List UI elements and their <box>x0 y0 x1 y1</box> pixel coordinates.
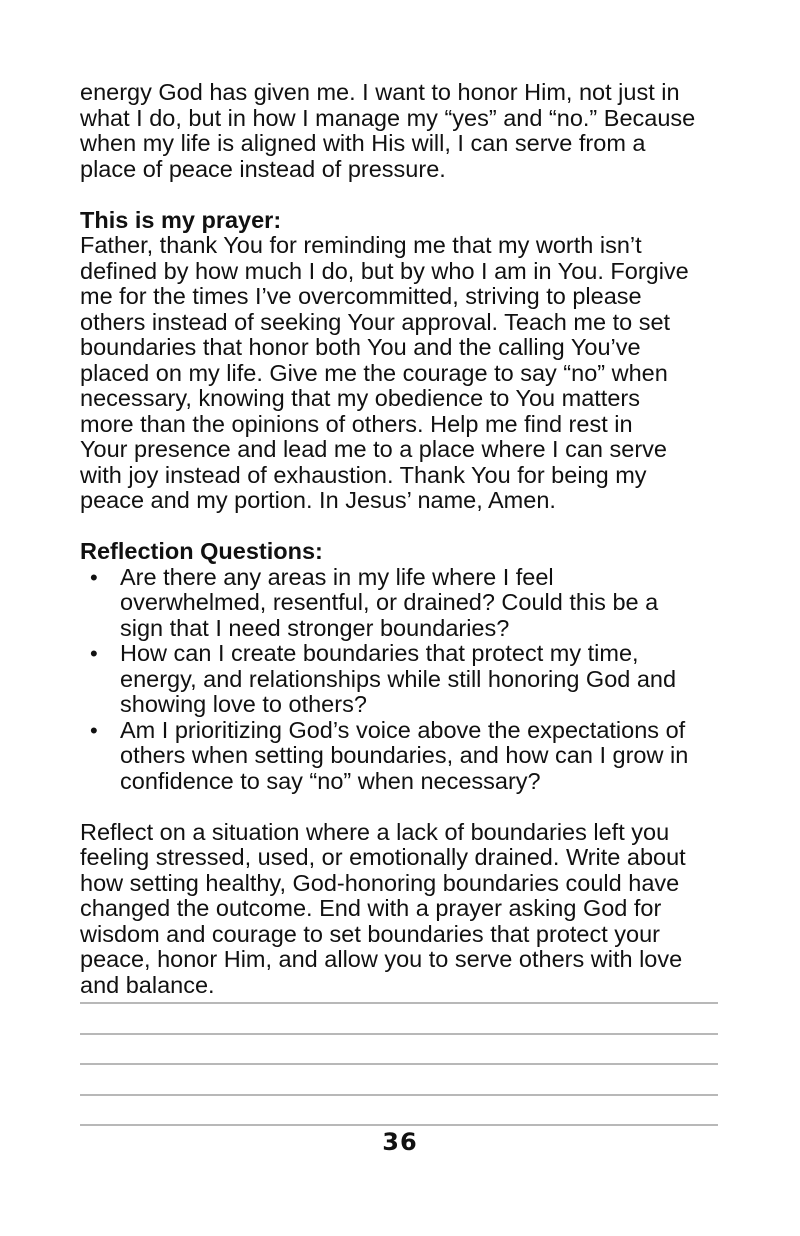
writing-line[interactable] <box>80 1124 718 1126</box>
prayer-line: others instead of seeking Your approval. Teach me to set <box>80 308 671 335</box>
prayer-line: boundaries that honor both You and the calling You’ve <box>80 334 641 360</box>
reflection-heading: Reflection Questions: <box>80 538 323 564</box>
reflection-question <box>80 718 720 795</box>
bullet-icon: • <box>90 717 98 743</box>
prayer-line: placed on my life. Give me the courage to say “no” when <box>80 359 668 386</box>
intro-line: when my life is aligned with His will, I can serve from a <box>80 130 646 156</box>
intro-paragraph <box>80 80 720 182</box>
bullet-icon: • <box>90 564 98 590</box>
prompt-line: wisdom and courage to set boundaries that protect your <box>80 920 661 947</box>
prayer-line: necessary, knowing that my obedience to You matters <box>80 385 640 411</box>
question-line: overwhelmed, resentful, or drained? Could this be a <box>120 589 659 615</box>
writing-line[interactable] <box>80 1094 718 1096</box>
prayer-section <box>80 208 720 514</box>
reflection-question-list <box>80 565 720 795</box>
prompt-line: feeling stressed, used, or emotionally drained. Write about <box>80 844 686 870</box>
reflection-question <box>80 641 720 718</box>
prayer-line: Your presence and lead me to a place where I can serve <box>80 436 667 462</box>
question-line: sign that I need stronger boundaries? <box>120 614 510 641</box>
question-line: showing love to others? <box>120 691 367 717</box>
prompt-line: and balance. <box>80 971 215 998</box>
writing-line[interactable] <box>80 1002 718 1004</box>
reflection-section <box>80 539 720 794</box>
prompt-line: how setting healthy, God-honoring boundaries could have <box>80 869 680 896</box>
intro-line: energy God has given me. I want to honor Him, not just in <box>80 79 680 105</box>
writing-line[interactable] <box>80 1063 718 1065</box>
paragraph-gap <box>80 182 720 208</box>
page-number: 36 <box>382 1128 418 1156</box>
prayer-line: me for the times I’ve overcommitted, striving to please <box>80 283 642 309</box>
prayer-line: peace and my portion. In Jesus’ name, Amen. <box>80 487 556 513</box>
prompt-line: changed the outcome. End with a prayer asking God for <box>80 895 662 921</box>
question-line: energy, and relationships while still honoring God and <box>120 665 677 692</box>
page-body <box>80 80 720 998</box>
question-line: others when setting boundaries, and how can I grow in <box>120 742 689 768</box>
prayer-line: with joy instead of exhaustion. Thank You for being my <box>80 461 647 488</box>
bullet-icon: • <box>90 641 98 666</box>
prompt-line: Reflect on a situation where a lack of boundaries left you <box>80 818 670 845</box>
question-line: Are there any areas in my life where I feel <box>120 563 554 590</box>
question-line: How can I create boundaries that protect my time, <box>120 640 639 666</box>
intro-line: what I do, but in how I manage my “yes” and “no.” Because <box>80 104 696 131</box>
question-line: Am I prioritizing God’s voice above the expectations of <box>120 716 686 743</box>
prayer-line: defined by how much I do, but by who I am in You. Forgive <box>80 257 689 284</box>
intro-line: place of peace instead of pressure. <box>80 155 446 182</box>
prayer-heading: This is my prayer: <box>80 206 282 233</box>
paragraph-gap <box>80 514 720 540</box>
journal-prompt <box>80 820 720 999</box>
paragraph-gap <box>80 794 720 820</box>
prayer-line: Father, thank You for reminding me that my worth isn’t <box>80 232 642 258</box>
prayer-line: more than the opinions of others. Help me find rest in <box>80 410 633 437</box>
writing-line[interactable] <box>80 1033 718 1035</box>
question-line: confidence to say “no” when necessary? <box>120 767 541 794</box>
prompt-line: peace, honor Him, and allow you to serve others with love <box>80 946 683 972</box>
reflection-question <box>80 565 720 642</box>
